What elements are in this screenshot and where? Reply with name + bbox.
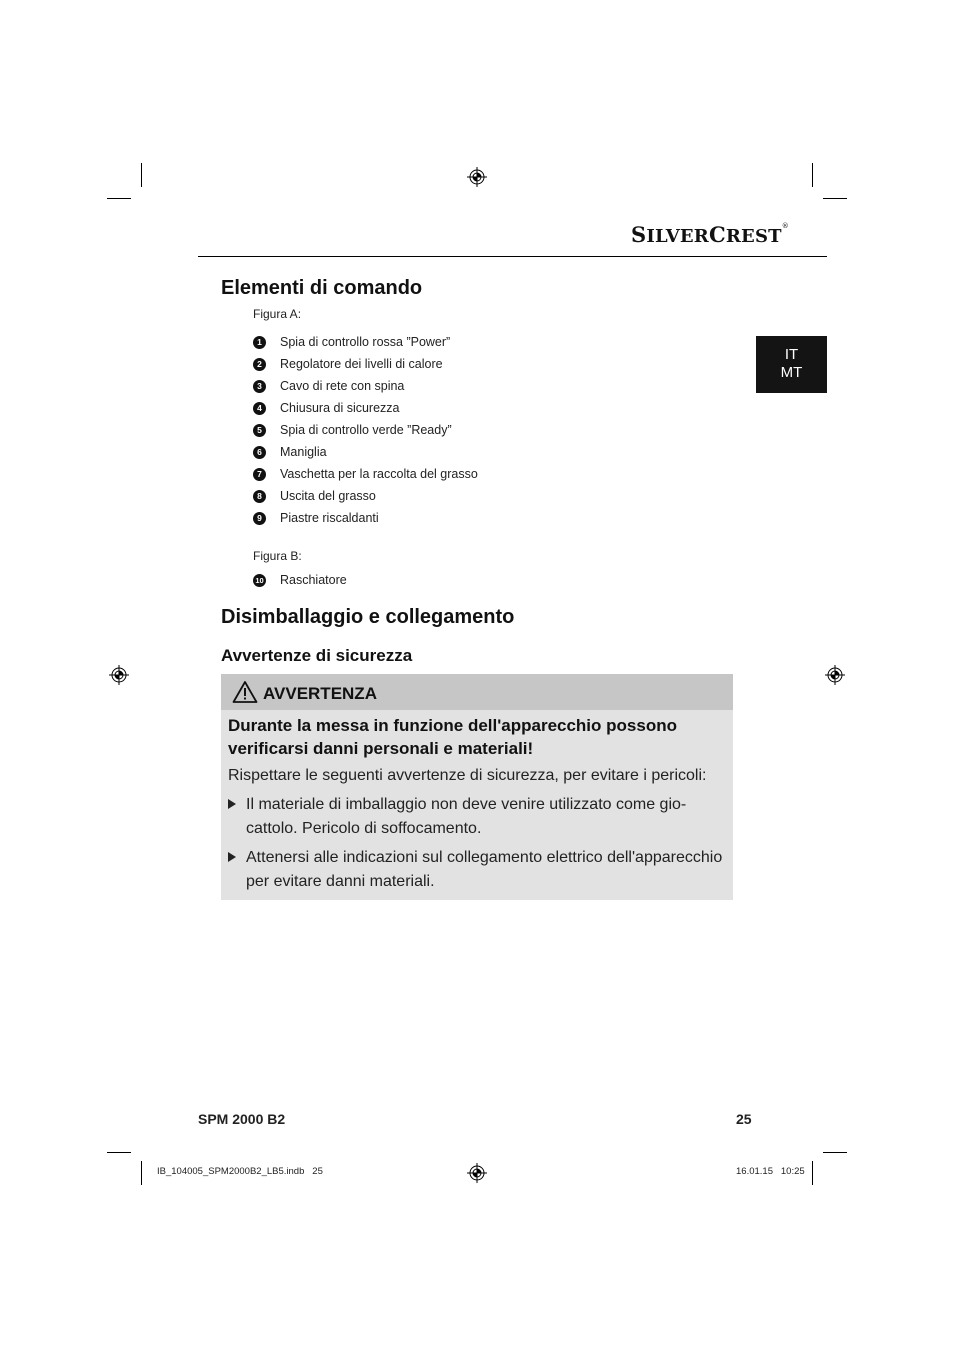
list-item: 1 Spia di controllo rossa ”Power” (253, 331, 478, 353)
warning-triangle-icon (232, 680, 258, 704)
number-badge: 5 (253, 424, 266, 437)
list-item: 5 Spia di controllo verde ”Ready” (253, 419, 478, 441)
list-item: 3 Cavo di rete con spina (253, 375, 478, 397)
number-badge: 1 (253, 336, 266, 349)
registration-mark-icon (467, 1163, 487, 1183)
language-tab (756, 336, 827, 393)
crop-mark (812, 1161, 813, 1185)
list-item: 9 Piastre riscaldanti (253, 507, 478, 529)
number-badge: 8 (253, 490, 266, 503)
list-item: 7 Vaschetta per la raccolta del grasso (253, 463, 478, 485)
figure-a-label: Figura A: (253, 307, 302, 321)
crop-mark (141, 1161, 142, 1185)
registration-mark-icon (825, 665, 845, 685)
number-badge: 4 (253, 402, 266, 415)
header-rule (198, 256, 827, 257)
section-title-unpacking: Disimballaggio e collegamento (221, 606, 515, 628)
crop-mark (812, 163, 813, 187)
registration-mark-icon (109, 665, 129, 685)
warning-header (221, 674, 733, 710)
bullet-arrow-icon (228, 799, 236, 809)
list-item: 2 Regolatore dei livelli di calore (253, 353, 478, 375)
list-item: 10 Raschiatore (253, 569, 347, 591)
crop-mark (107, 198, 131, 199)
page-number: 25 (736, 1111, 752, 1127)
number-badge: 2 (253, 358, 266, 371)
bullet-arrow-icon (228, 852, 236, 862)
parts-list-b (253, 569, 347, 591)
brand-logo: SILVERCREST® (631, 222, 789, 247)
subsection-title-safety: Avvertenze di sicurezza (221, 646, 413, 665)
warning-box: AVVERTENZA Durante la messa in funzione dell'apparecchio possono verificarsi danni personali e materiali! Rispettare le seguenti avvertenze di sicurezza, per evitare i pericoli: Il materiale di imballaggio non deve venire utilizzato come gio- cattolo. Pericolo di soffocamento. Attenersi alle indicazioni sul collegamento elettrico dell'apparecchio per evitare danni materiali. (221, 674, 733, 900)
crop-mark (823, 1152, 847, 1153)
parts-list-a (253, 331, 478, 529)
language-code-mt: MT (780, 364, 803, 381)
registration-mark-icon (467, 167, 487, 187)
number-badge: 9 (253, 512, 266, 525)
language-code-it: IT (784, 346, 799, 363)
list-item: 6 Maniglia (253, 441, 478, 463)
number-badge: 3 (253, 380, 266, 393)
number-badge: 7 (253, 468, 266, 481)
warning-intro: Rispettare le seguenti avvertenze di sicurezza, per evitare i pericoli: (228, 767, 707, 784)
crop-mark (823, 198, 847, 199)
print-slug-file: IB_104005_SPM2000B2_LB5.indb 25 (157, 1166, 323, 1177)
list-item: 8 Uscita del grasso (253, 485, 478, 507)
crop-mark (141, 163, 142, 187)
figure-b-label: Figura B: (253, 549, 302, 563)
number-badge: 6 (253, 446, 266, 459)
list-item: 4 Chiusura di sicurezza (253, 397, 478, 419)
warning-lead: Durante la messa in funzione dell'apparecchio possono verificarsi danni personali e materiali! (228, 716, 677, 758)
footer-model: SPM 2000 B2 (198, 1111, 286, 1127)
print-slug-date: 16.01.15 10:25 (736, 1166, 805, 1177)
number-badge: 10 (253, 574, 266, 587)
crop-mark (107, 1152, 131, 1153)
warning-title: AVVERTENZA (263, 684, 377, 703)
section-title-controls: Elementi di comando (221, 277, 423, 299)
